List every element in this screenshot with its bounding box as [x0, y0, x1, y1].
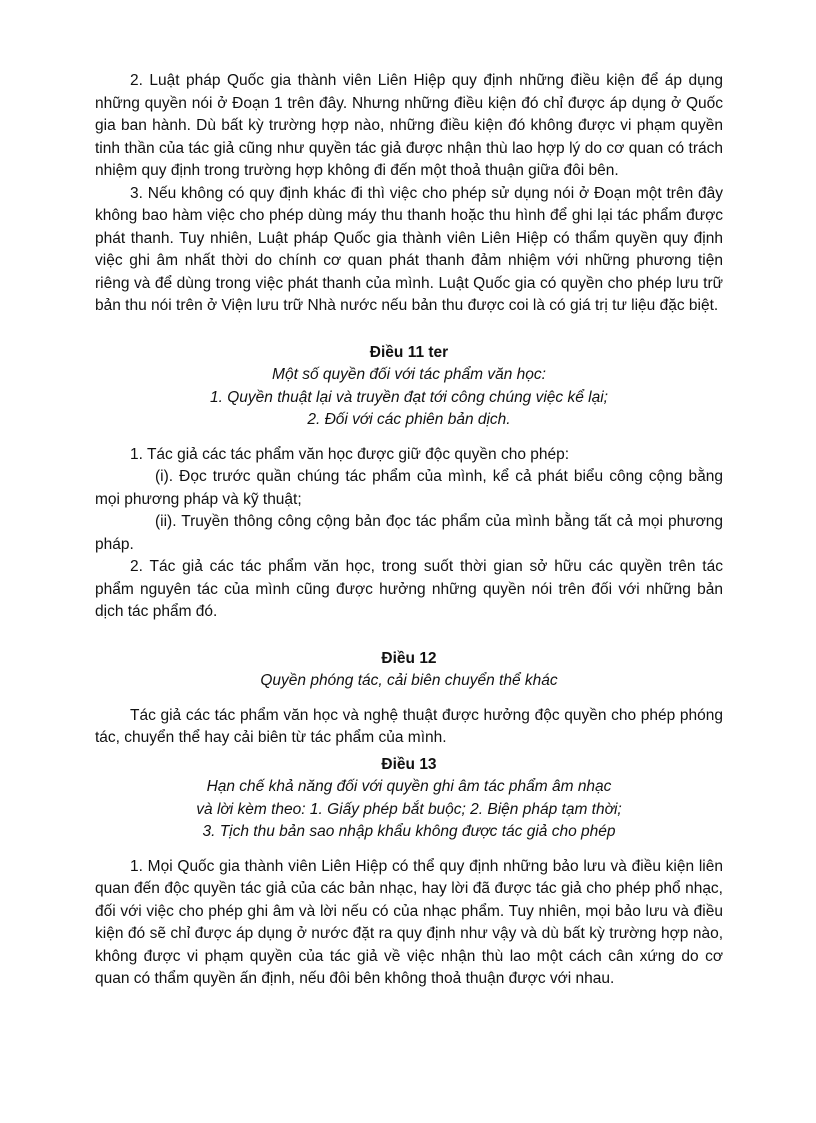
- paragraph-3-recording: 3. Nếu không có quy định khác đi thì việc cho phép sử dụng nói ở Đoạn một trên đây không bao hàm việc cho phép dùng máy thu thanh hoặc thu hình để ghi lại tác phẩm được phát thanh. Tuy nhiên, Luật pháp Quốc gia thành viên Liên Hiệp có thẩm quyền quy định việc ghi âm nhất thời do chính cơ quan phát thanh đảm nhiệm với những phương tiện riêng và để dùng trong việc phát thanh của mình. Luật Quốc gia có quyền cho phép lưu trữ bản thu nói trên ở Viện lưu trữ Nhà nước nếu bản thu được coi là có giá trị tư liệu đặc biệt.: [95, 184, 723, 314]
- article-11ter-subtitle-line-1: Một số quyền đối với tác phẩm văn học:: [272, 366, 546, 383]
- paragraph-2-conditions: 2. Luật pháp Quốc gia thành viên Liên Hiệp quy định những điều kiện để áp dụng những quyền nói ở Đoạn 1 trên đây. Nhưng những điều kiện đó chỉ được áp dụng ở Quốc gia ban hành. Dù bất kỳ trường hợp nào, những điều kiện đó không được vi phạm quyền tinh thần của tác giả cũng như quyền tác giả được nhận thù lao hợp lý do cơ quan có trách nhiệm quy định trong trường hợp không đi đến một thoả thuận giữa đôi bên.: [95, 72, 723, 179]
- article-11ter-subtitle-line-3: 2. Đối với các phiên bản dịch.: [307, 411, 511, 428]
- article-13-heading: Điều 13: [381, 755, 437, 773]
- article-13-subtitle-line-2: và lời kèm theo: 1. Giấy phép bắt buộc; 2. Biện pháp tạm thời;: [196, 800, 622, 818]
- article-11ter-subtitle-line-2: 1. Quyền thuật lại và truyền đạt tới công chúng việc kể lại;: [210, 388, 608, 406]
- article-11ter-item-i: (i). Đọc trước quần chúng tác phẩm của mình, kể cả phát biểu công cộng bằng mọi phương pháp và kỹ thuật;: [95, 468, 723, 508]
- article-13-subtitle-line-3: 3. Tịch thu bản sao nhập khẩu không được tác giả cho phép: [202, 823, 616, 840]
- article-11ter-paragraph-2: 2. Tác giả các tác phẩm văn học, trong suốt thời gian sở hữu các quyền trên tác phẩm nguyên tác của mình cũng được hưởng những quyền nói trên đối với những bản dịch tác phẩm đó.: [95, 558, 723, 620]
- article-12-body: Tác giả các tác phẩm văn học và nghệ thuật được hưởng độc quyền cho phép phóng tác, chuyển thể hay cải biên từ tác phẩm của mình.: [95, 706, 723, 746]
- article-12-heading: Điều 12: [381, 649, 437, 667]
- article-11ter-paragraph-1: 1. Tác giả các tác phẩm văn học được giữ độc quyền cho phép:: [130, 445, 570, 463]
- article-11ter-item-ii: (ii). Truyền thông công cộng bản đọc tác phẩm của mình bằng tất cả mọi phương pháp.: [95, 513, 723, 553]
- article-12-subtitle: Quyền phóng tác, cải biên chuyển thể khác: [260, 672, 558, 689]
- document-page: [95, 70, 723, 991]
- article-11ter-heading: Điều 11 ter: [369, 343, 449, 361]
- article-13-subtitle-line-1: Hạn chế khả năng đối với quyền ghi âm tác phẩm âm nhạc: [206, 778, 612, 795]
- article-13-body: 1. Mọi Quốc gia thành viên Liên Hiệp có thể quy định những bảo lưu và điều kiện liên quan đến độc quyền tác giả của các bản nhạc, hay lời đã được tác giả cho phép phổ nhạc, đối với việc cho phép ghi âm và lời nếu có của nhạc phẩm. Tuy nhiên, mọi bảo lưu và điều kiện đó sẽ chỉ được áp dụng ở nước đặt ra quy định như vậy và dù bất kỳ trường hợp nào, không được vi phạm quyền của tác giả về việc nhận thù lao một cách cân xứng do cơ quan có thẩm quyền ấn định, nếu đôi bên không thoả thuận được với nhau.: [95, 857, 723, 987]
